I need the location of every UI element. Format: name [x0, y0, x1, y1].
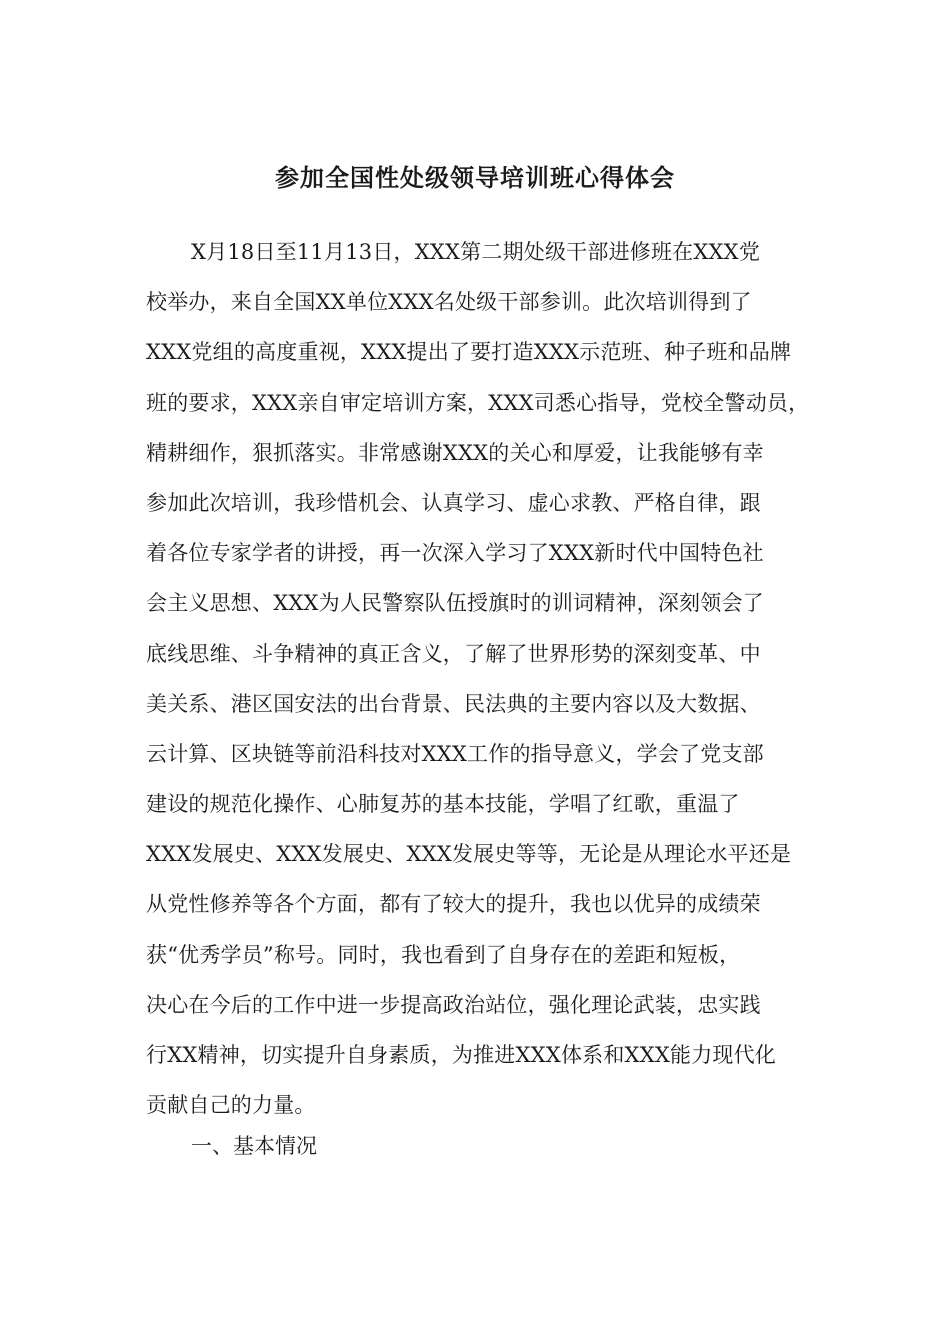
paragraph-line: 云计算、区块链等前沿科技对XXX工作的指导意义，学会了党支部	[146, 741, 764, 766]
paragraph-line: 校举办，来自全国XX单位XXX名处级干部参训。此次培训得到了	[146, 290, 752, 315]
paragraph-line: 着各位专家学者的讲授，再一次深入学习了XXX新时代中国特色社	[146, 541, 764, 566]
paragraph-line: 从党性修养等各个方面，都有了较大的提升，我也以优异的成绩荣	[146, 892, 761, 917]
paragraph-line: 底线思维、斗争精神的真正含义，了解了世界形势的深刻变革、中	[146, 641, 761, 666]
paragraph-line: 会主义思想、XXX为人民警察队伍授旗时的训词精神，深刻领会了	[146, 591, 764, 616]
paragraph-line: 决心在今后的工作中进一步提高政治站位，强化理论武装，忠实践	[146, 992, 761, 1017]
paragraph-line: 贡献自己的力量。	[146, 1093, 316, 1118]
paragraph-line: 获“优秀学员”称号。同时，我也看到了自身存在的差距和短板，	[146, 942, 741, 967]
paragraph-line: 精耕细作，狠抓落实。非常感谢XXX的关心和厚爱，让我能够有幸	[146, 440, 764, 465]
section-heading: 一、基本情况	[191, 1134, 317, 1158]
paragraph-line: 行XX精神，切实提升自身素质，为推进XXX体系和XXX能力现代化	[146, 1043, 776, 1067]
paragraph-line: 美关系、港区国安法的出台背景、民法典的主要内容以及大数据、	[146, 691, 761, 716]
paragraph-line: X月18日至11月13日，XXX第二期处级干部进修班在XXX党	[191, 240, 761, 264]
intro-paragraph	[146, 232, 836, 1135]
paragraph-line: 建设的规范化操作、心肺复苏的基本技能，学唱了红歌，重温了	[146, 792, 740, 817]
paragraph-line: XXX发展史、XXX发展史、XXX发展史等等，无论是从理论水平还是	[146, 842, 792, 867]
document-title: 参加全国性处级领导培训班心得体会	[275, 164, 675, 192]
paragraph-line: 参加此次培训，我珍惜机会、认真学习、虚心求教、严格自律，跟	[146, 490, 761, 515]
paragraph-line: XXX党组的高度重视，XXX提出了要打造XXX示范班、种子班和品牌	[146, 340, 792, 365]
paragraph-line: 班的要求，XXX亲自审定培训方案，XXX司悉心指导，党校全警动员，	[146, 390, 810, 415]
